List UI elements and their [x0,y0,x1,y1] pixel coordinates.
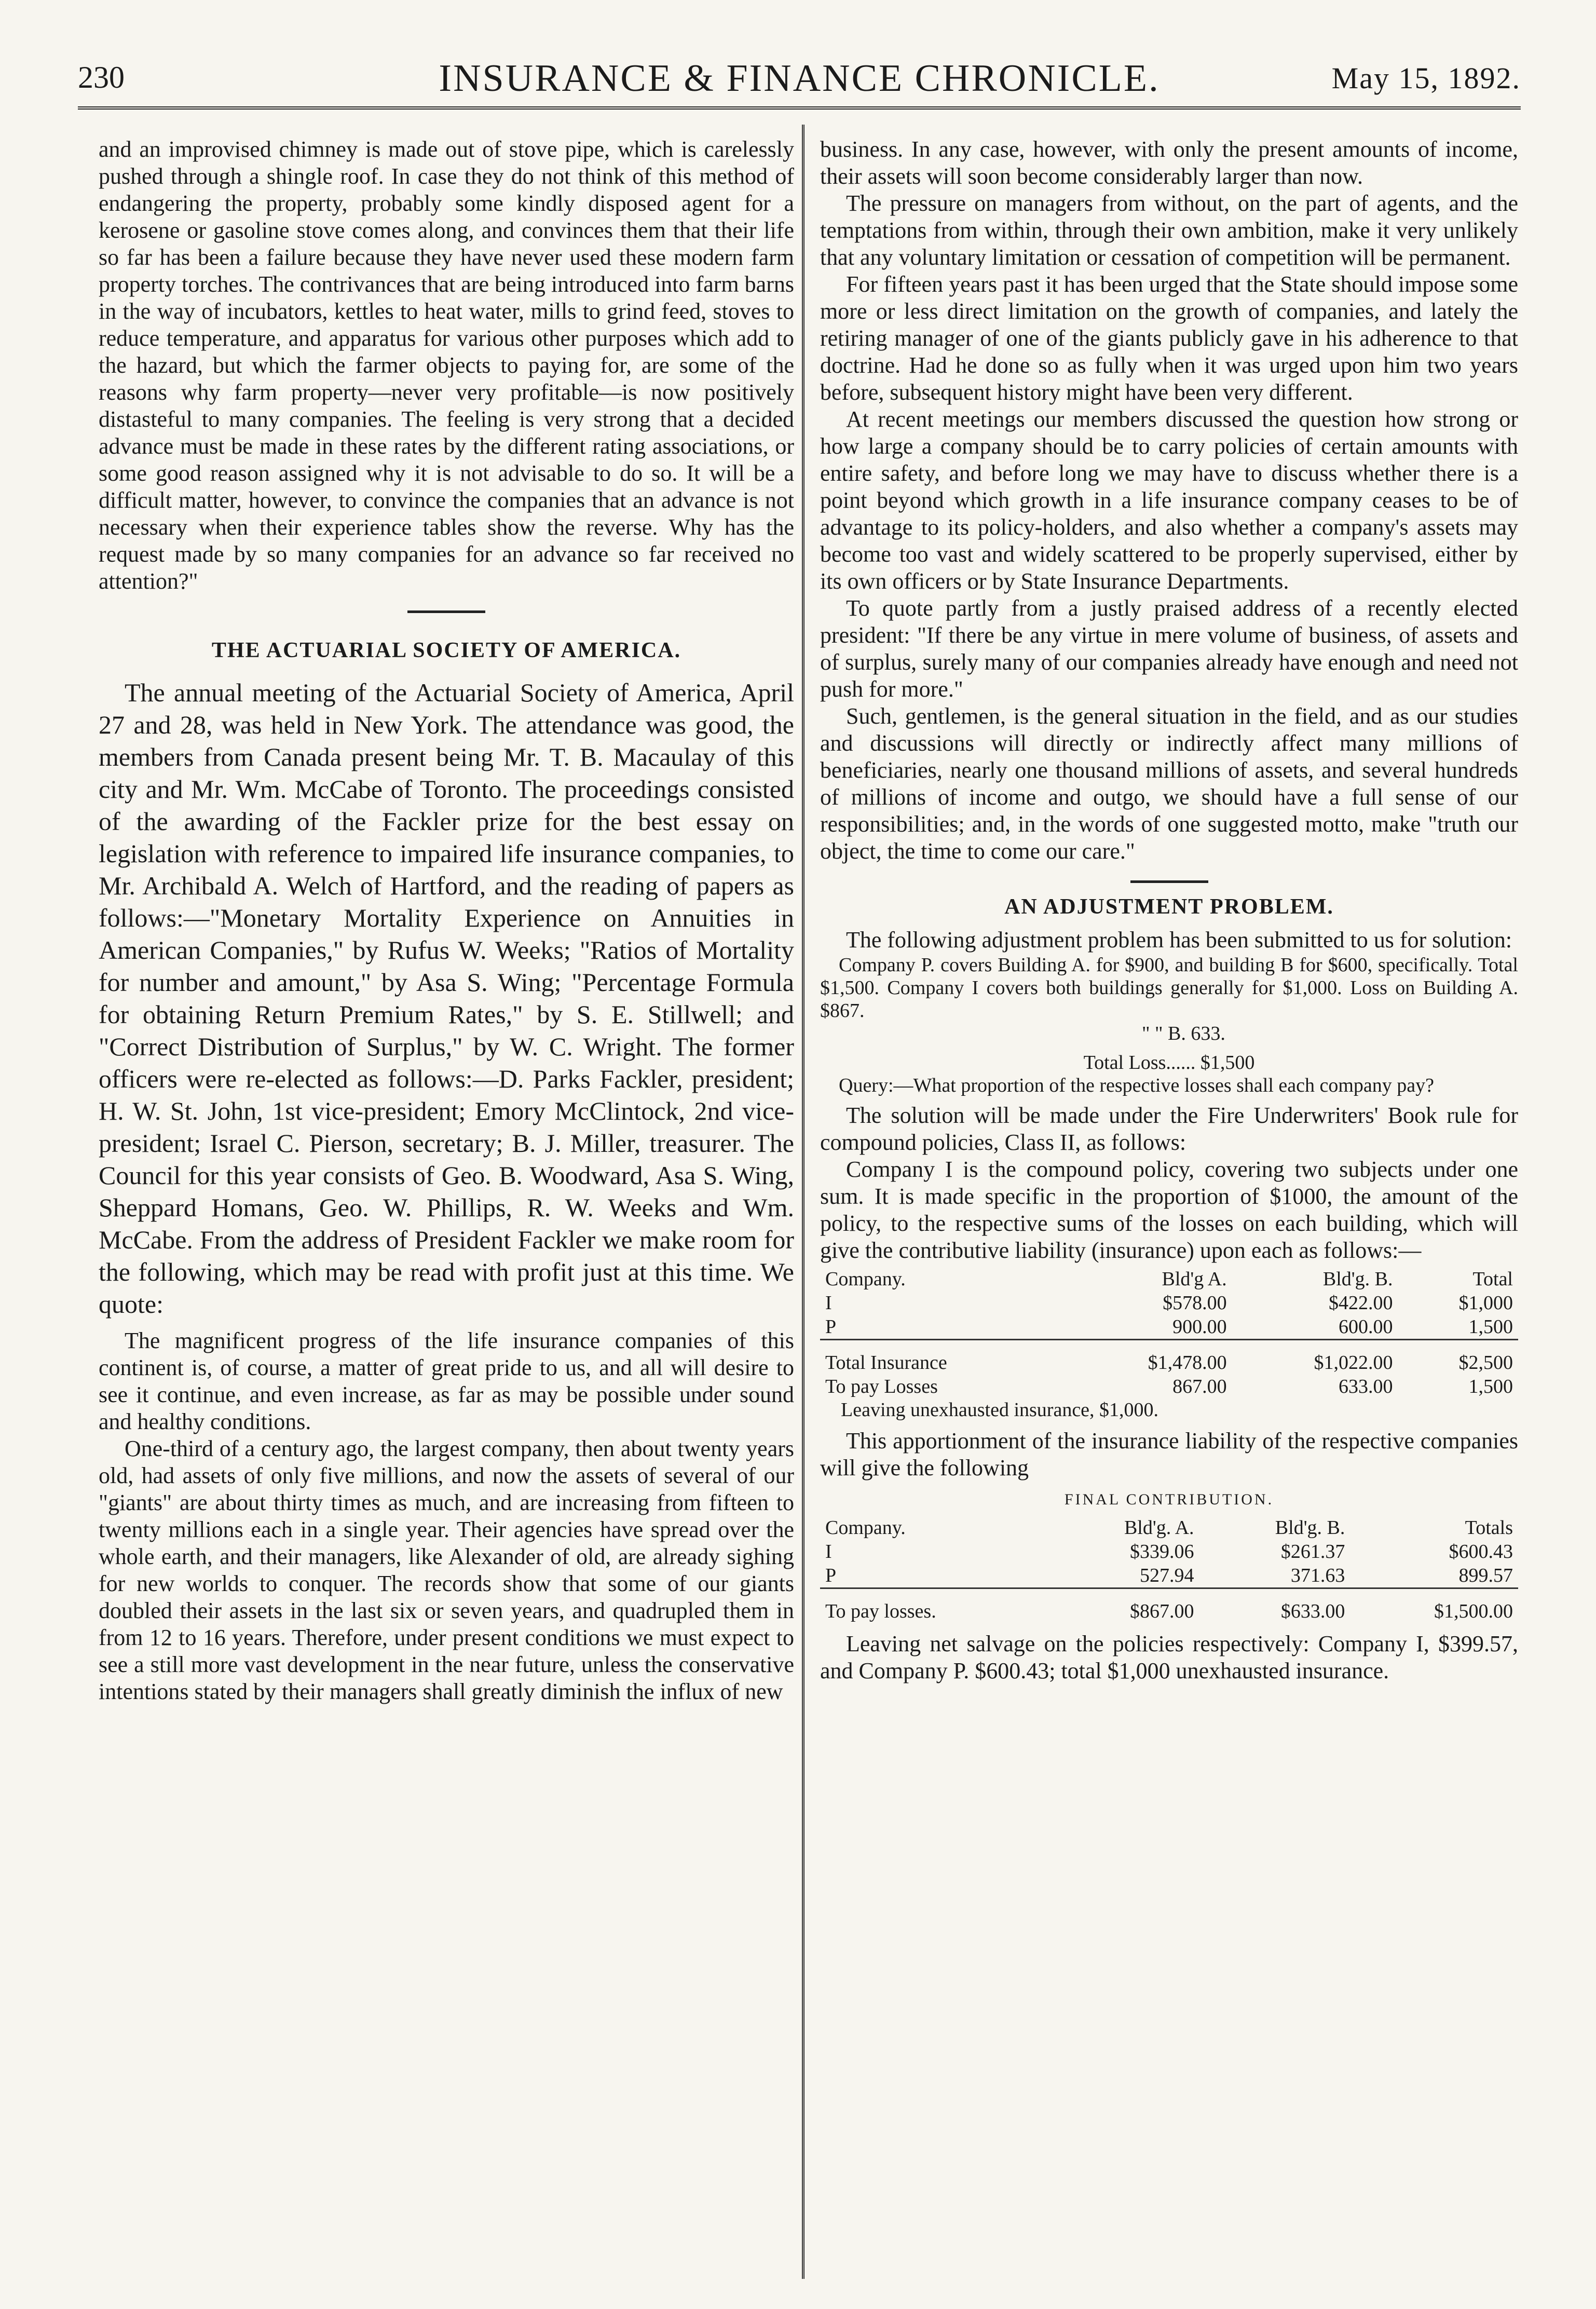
table-cell: I [825,1292,832,1314]
table-row [820,1540,1518,1564]
closing-paragraph: Leaving net salvage on the policies respectively: Company I, $399.57, and Company P. $600.43; total $1,000 unexhausted insurance. [820,1631,1518,1683]
masthead [78,55,1521,106]
table-row [820,1340,1518,1375]
table-cell: P [825,1316,837,1338]
table-cell: 867.00 [1172,1376,1227,1397]
table-cell: 900.00 [1172,1316,1227,1338]
table-cell: To pay Losses [825,1376,938,1397]
quote-paragraph: For fifteen years past it has been urged that the State should impose some more or less direct limitation on the growth of companies, and lately the retiring manager of one of the giants publicly gave in his adherence to that doctrine. Had he done so as fully when it was urged upon him two years before, subsequent history might have been very different. [820,271,1518,405]
continuation-paragraph: and an improvised chimney is made out of stove pipe, which is carelessly pushed through a shingle roof. In case they do not think of this method of endangering the property, probably some kindly disposed agent for a kerosene or gasoline stove comes along, and convinces them that their life so far has been a failure because they have never used these modern farm property torches. The contrivances that are being introduced into farm barns in the way of incubators, kettles to heat water, mills to grind feed, stoves to reduce temperature, and apparatus for various other purposes which add to the hazard, but which the farmer objects to paying for, are some of the reasons why farm property—never very profitable—is now positively distasteful to many companies. The feeling is very strong that a decided advance must be made in these rates by the different rating associations, or some good reason assigned why it is not advisable to do so. It will be a difficult matter, however, to convince the companies that an advance is not necessary when their experience tables show the reverse. Why has the request made by so many companies for an advance so far received no attention?" [99,137,794,594]
insurance-liability-table [820,1264,1518,1398]
table-cell: To pay losses. [820,1588,1048,1624]
table-cell: $1,478.00 [1066,1340,1232,1375]
table-header-cell: Bld'g. B. [1275,1517,1345,1539]
solution-paragraph: Company I is the compound policy, covering two subjects under one sum. It is made specific in the proportion of $1000, the amount of the policy, to the respective sums of the losses on each building, which will give the contributive liability (insurance) upon each as follows:— [820,1157,1518,1263]
table-row [820,1291,1518,1315]
quote-paragraph: To quote partly from a justly praised address of a recently elected president: "If there be any virtue in mere volume of business, of assets and of surplus, surely many of our companies already have enough and need not push for more." [820,595,1518,702]
quote-paragraph: One-third of a century ago, the largest company, then about twenty years old, had assets of only five millions, and now the assets of several of our "giants" are about thirty times as much, and are increasing from fifteen to twenty millions each in a single year. Their agencies have spread over the whole earth, and their managers, like Alexander of old, are already sighing for new worlds to conquer. The records show that some of our giants doubled their assets in the last six or seven years, and quadrupled them in from 12 to 16 years. Therefore, under present conditions we must expect to see a still more vast development in the near future, unless the conservative intentions stated by their managers shall greatly diminish the influx of new [99,1436,794,1704]
table-cell: 899.57 [1458,1565,1513,1586]
quote-paragraph: The pressure on managers from without, on the part of agents, and the temptations from within, through their own ambition, make it very unlikely that any voluntary limitation or cessation of competition will be permanent. [820,191,1518,270]
table-cell: $261.37 [1280,1541,1345,1563]
table-header-row [820,1264,1518,1291]
table-row [820,1315,1518,1340]
unexhausted-note: Leaving unexhausted insurance, $1,000. [841,1399,1159,1421]
solution-intro: The solution will be made under the Fire Underwriters' Book rule for compound policies, Class II, as follows: [820,1103,1518,1155]
section-heading-adjustment: AN ADJUSTMENT PROBLEM. [1004,895,1334,919]
problem-intro: The following adjustment problem has been submitted to us for solution: [846,927,1512,953]
table-cell: $1,500.00 [1350,1588,1518,1624]
quote-paragraph: Such, gentlemen, is the general situation in the field, and as our studies and discussions will directly or indirectly affect many millions of beneficiaries, nearly one thousand millions of assets, and several hundreds of millions of income and outgo, we should have a full sense of our responsibilities; and, in the words of one suggested motto, make "truth our object, the time to come our care." [820,703,1518,864]
problem-statement: Company P. covers Building A. for $900, and building B for $600, specifically. Total $1,500. Company I covers both buildings generally for $1,000. Loss on Building A. $867. [820,954,1518,1022]
table-row [820,1375,1518,1398]
quote-paragraph: The magnificent progress of the life insurance companies of this continent is, of course, a matter of great pride to us, and all will desire to see it continue, and even increase, as far as may be possible under sound and healthy conditions. [99,1328,794,1434]
table-cell: $339.06 [1130,1541,1194,1563]
table-header-cell: Totals [1465,1517,1513,1539]
table-cell: $600.43 [1449,1541,1513,1563]
table-header-cell: Bld'g A. [1162,1268,1227,1290]
table-cell: 600.00 [1338,1316,1393,1338]
table-cell: 1,500 [1468,1316,1513,1338]
quote-paragraph: At recent meetings our members discussed the question how strong or how large a company should be to carry policies of certain amounts with entire safety, and before long we may have to discuss whether there is a point beyond which growth in a life insurance company ceases to be of advantage to its policy-holders, and also whether a company's assets may become too vast and widely scattered to be properly supervised, either by its own officers or by State Insurance Departments. [820,406,1518,594]
table-cell: $578.00 [1163,1292,1227,1314]
table-cell: 527.94 [1140,1565,1194,1586]
table-header-cell: Company. [825,1517,906,1539]
page-number: 230 [78,60,125,94]
final-contribution-table [820,1513,1518,1623]
table-cell: P [825,1565,837,1586]
table-header-row [820,1513,1518,1540]
table-row [820,1588,1518,1624]
table-cell: 1,500 [1468,1376,1513,1397]
table-cell: 633.00 [1338,1376,1393,1397]
table-header-cell: Bld'g. B. [1322,1268,1393,1290]
table-cell: $422.00 [1328,1292,1393,1314]
table-cell: Total Insurance [820,1340,1066,1375]
table-cell: $2,500 [1398,1340,1518,1375]
apportionment-paragraph: This apportionment of the insurance liability of the respective companies will give the following [820,1428,1518,1481]
table-header-cell: Company. [825,1268,906,1290]
section-rule [407,610,485,613]
table-cell: I [825,1541,832,1563]
header-rule [78,106,1521,110]
final-contribution-caption: FINAL CONTRIBUTION. [1064,1491,1274,1508]
table-row [820,1564,1518,1588]
table-cell: $1,022.00 [1232,1340,1398,1375]
table-cell: $633.00 [1199,1588,1351,1624]
table-cell: $1,000 [1458,1292,1513,1314]
total-loss: Total Loss...... $1,500 [1083,1052,1255,1074]
section-rule [1130,880,1208,883]
table-header-cell: Bld'g. A. [1124,1517,1194,1539]
table-cell: $867.00 [1048,1588,1199,1624]
table-cell: 371.63 [1290,1565,1345,1586]
issue-date: May 15, 1892. [1331,61,1521,95]
left-column [99,136,794,1705]
table-header-cell: Total [1472,1268,1513,1290]
column-divider [802,125,804,2279]
actuarial-paragraph: The annual meeting of the Actuarial Society of America, April 27 and 28, was held in New York. The attendance was good, the members from Canada present being Mr. T. B. Macaulay of this city and Mr. Wm. McCabe of Toronto. The proceedings consisted of the awarding of the Fackler prize for the best essay on legislation with reference to impaired life insurance companies, to Mr. Archibald A. Welch of Hartford, and the reading of papers as follows:—"Monetary Mortality Experience on Annuities in American Companies," by Rufus W. Weeks; "Ratios of Mortality for number and amount," by Asa S. Wing; "Percentage Formula for obtaining Return Premium Rates," by S. E. Stillwell; and "Correct Distribution of Surplus," by W. C. Wright. The former officers were re-elected as follows:—D. Parks Fackler, president; H. W. St. John, 1st vice-president; Emory McClintock, 2nd vice-president; Israel C. Pierson, secretary; B. J. Miller, treasurer. The Council for this year consists of Geo. B. Woodward, Asa S. Wing, Sheppard Homans, Geo. W. Phillips, R. W. Weeks and Wm. McCabe. From the address of President Fackler we make room for the following, which may be read with profit just at this time. We quote: [99,678,794,1319]
section-heading-actuarial: THE ACTUARIAL SOCIETY OF AMERICA. [211,639,681,662]
problem-query: Query:—What proportion of the respective losses shall each company pay? [839,1075,1435,1096]
publication-title: INSURANCE & FINANCE CHRONICLE. [439,57,1160,100]
loss-building-b: " " B. 633. [1142,1023,1225,1044]
quote-paragraph: business. In any case, however, with only the present amounts of income, their assets will soon become considerably larger than now. [820,137,1518,189]
right-column [820,136,1518,1685]
